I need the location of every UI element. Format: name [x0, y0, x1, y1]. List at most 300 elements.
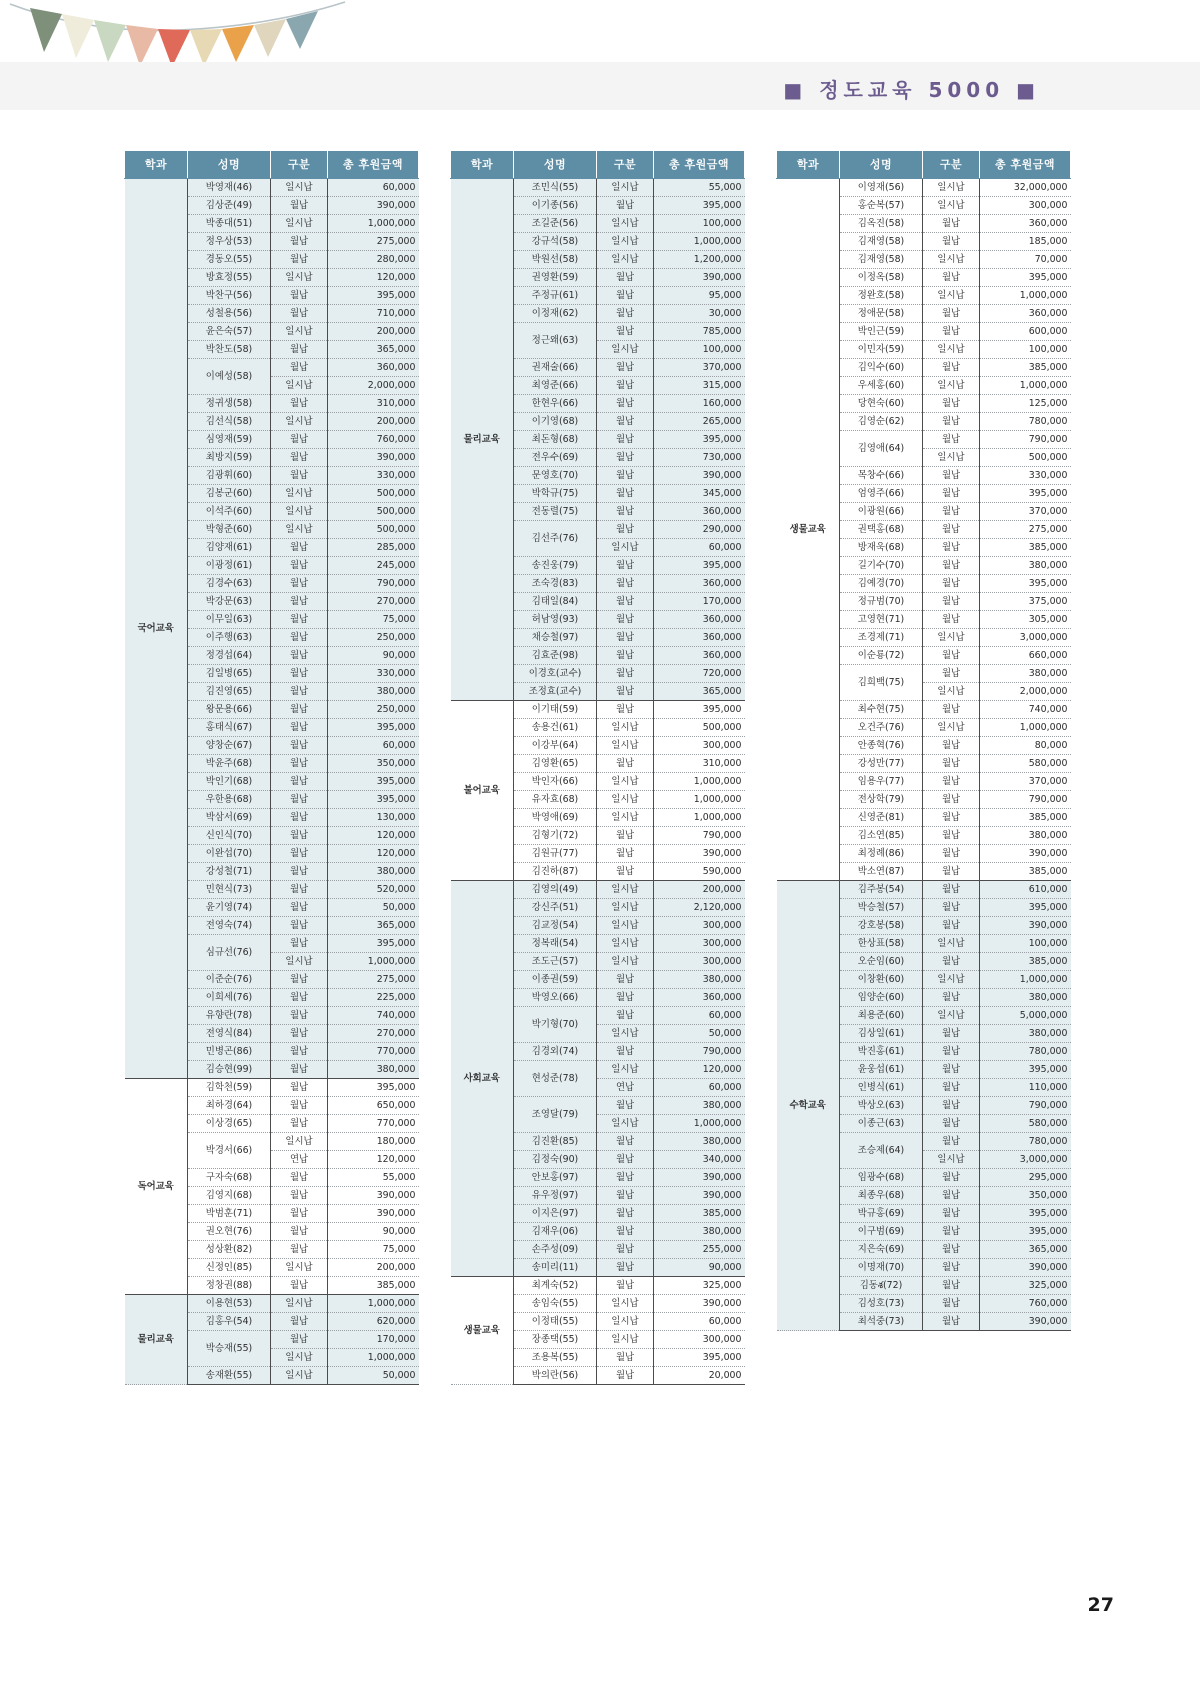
payment-type: 월납 [271, 1025, 328, 1043]
payment-type: 일시납 [923, 1151, 980, 1169]
donor-name: 김일병(65) [188, 665, 271, 683]
payment-type: 월납 [271, 629, 328, 647]
donor-name: 김광휘(60) [188, 467, 271, 485]
donation-amount: 790,000 [328, 575, 419, 593]
payment-type: 일시납 [597, 953, 654, 971]
donation-amount: 265,000 [654, 413, 745, 431]
payment-type: 월납 [923, 1313, 980, 1331]
payment-type: 일시납 [923, 251, 980, 269]
donor-name: 전영숙(74) [188, 917, 271, 935]
donor-name: 이예성(58) [188, 359, 271, 395]
donation-amount: 380,000 [654, 1097, 745, 1115]
payment-type: 일시납 [597, 1295, 654, 1313]
donor-name: 임양순(60) [840, 989, 923, 1007]
donation-amount: 305,000 [980, 611, 1071, 629]
donation-amount: 160,000 [654, 395, 745, 413]
donor-name: 강성철(71) [188, 863, 271, 881]
donor-name: 김태일(84) [514, 593, 597, 611]
donation-amount: 785,000 [654, 323, 745, 341]
donation-amount: 390,000 [328, 449, 419, 467]
table-header-row [125, 151, 419, 179]
donation-amount: 390,000 [328, 1187, 419, 1205]
donor-name: 박진홍(61) [840, 1043, 923, 1061]
payment-type: 일시납 [597, 251, 654, 269]
donation-amount: 3,000,000 [980, 629, 1071, 647]
payment-type: 월납 [923, 269, 980, 287]
payment-type: 일시납 [597, 899, 654, 917]
donation-amount: 50,000 [328, 899, 419, 917]
payment-type: 월납 [923, 1169, 980, 1187]
donation-amount: 390,000 [980, 917, 1071, 935]
donation-amount: 270,000 [328, 593, 419, 611]
payment-type: 월납 [271, 431, 328, 449]
payment-type: 일시납 [597, 1331, 654, 1349]
donor-name: 김성호(73) [840, 1295, 923, 1313]
donation-amount: 1,000,000 [328, 1295, 419, 1313]
donation-amount: 395,000 [328, 773, 419, 791]
donation-amount: 200,000 [328, 1259, 419, 1277]
donation-amount: 365,000 [980, 1241, 1071, 1259]
payment-type: 월납 [923, 215, 980, 233]
donor-name: 신영준(81) [840, 809, 923, 827]
payment-type: 월납 [923, 1025, 980, 1043]
payment-type: 월납 [271, 827, 328, 845]
payment-type: 월납 [271, 539, 328, 557]
donation-amount: 50,000 [654, 1025, 745, 1043]
payment-type: 일시납 [923, 449, 980, 467]
donor-name: 이준순(76) [188, 971, 271, 989]
donation-amount: 300,000 [654, 953, 745, 971]
donation-amount: 395,000 [654, 431, 745, 449]
payment-type: 월납 [923, 755, 980, 773]
column-header-name: 성명 [188, 151, 271, 179]
payment-type: 월납 [597, 323, 654, 341]
column-header-amount: 총 후원금액 [328, 151, 419, 179]
donation-amount: 60,000 [654, 1079, 745, 1097]
donation-amount: 390,000 [654, 1187, 745, 1205]
payment-type: 월납 [271, 1007, 328, 1025]
donor-name: 박영애(69) [514, 809, 597, 827]
payment-type: 월납 [271, 251, 328, 269]
donation-amount: 80,000 [980, 737, 1071, 755]
table-row [777, 179, 1071, 197]
payment-type: 월납 [271, 701, 328, 719]
donation-amount: 740,000 [980, 701, 1071, 719]
donor-name: 이기태(59) [514, 701, 597, 719]
donor-name: 송진웅(79) [514, 557, 597, 575]
payment-type: 월납 [923, 863, 980, 881]
payment-type: 월납 [597, 197, 654, 215]
donor-name: 정창권(88) [188, 1277, 271, 1295]
payment-type: 일시납 [271, 413, 328, 431]
donor-name: 김진하(87) [514, 863, 597, 881]
payment-type: 월납 [271, 719, 328, 737]
donation-amount: 360,000 [328, 359, 419, 377]
payment-type: 월납 [597, 485, 654, 503]
donor-name: 박원선(58) [514, 251, 597, 269]
donation-amount: 790,000 [980, 1097, 1071, 1115]
payment-type: 월납 [271, 647, 328, 665]
donation-amount: 5,000,000 [980, 1007, 1071, 1025]
donor-name: 조숙경(83) [514, 575, 597, 593]
table-row [451, 701, 745, 719]
donation-amount: 1,000,000 [980, 971, 1071, 989]
donation-amount: 315,000 [654, 377, 745, 395]
donor-name: 윤기영(74) [188, 899, 271, 917]
donor-name: 이주행(63) [188, 629, 271, 647]
payment-type: 월납 [923, 737, 980, 755]
donor-name: 박경서(66) [188, 1133, 271, 1169]
donation-amount: 1,000,000 [654, 233, 745, 251]
donation-amount: 300,000 [654, 737, 745, 755]
payment-type: 일시납 [271, 179, 328, 197]
donor-name: 현성준(78) [514, 1061, 597, 1097]
donor-table [450, 150, 745, 1385]
donation-amount: 520,000 [328, 881, 419, 899]
donation-amount: 790,000 [654, 1043, 745, 1061]
payment-type: 월납 [597, 305, 654, 323]
donation-amount: 270,000 [328, 1025, 419, 1043]
table-header-row [451, 151, 745, 179]
table-columns-container [0, 150, 1200, 1385]
donation-amount: 380,000 [980, 665, 1071, 683]
payment-type: 일시납 [597, 791, 654, 809]
payment-type: 월납 [597, 647, 654, 665]
payment-type: 월납 [271, 863, 328, 881]
payment-type: 월납 [923, 539, 980, 557]
donation-amount: 395,000 [328, 287, 419, 305]
payment-type: 월납 [923, 827, 980, 845]
donor-name: 김상준(49) [188, 197, 271, 215]
payment-type: 월납 [271, 395, 328, 413]
donor-name: 김원규(77) [514, 845, 597, 863]
payment-type: 월납 [597, 395, 654, 413]
payment-type: 월납 [597, 449, 654, 467]
payment-type: 일시납 [923, 1007, 980, 1025]
donor-name: 김소연(85) [840, 827, 923, 845]
donor-name: 박상오(63) [840, 1097, 923, 1115]
donation-amount: 200,000 [654, 881, 745, 899]
donation-amount: 780,000 [980, 1043, 1071, 1061]
table-row [777, 881, 1071, 899]
donation-amount: 185,000 [980, 233, 1071, 251]
donor-name: 김영지(68) [188, 1187, 271, 1205]
donor-name: 이용현(53) [188, 1295, 271, 1313]
payment-type: 월납 [597, 359, 654, 377]
payment-type: 월납 [597, 413, 654, 431]
donor-name: 김영환(65) [514, 755, 597, 773]
donor-name: 이석주(60) [188, 503, 271, 521]
payment-type: 월납 [923, 989, 980, 1007]
donor-name: 조승제(64) [840, 1133, 923, 1169]
donation-amount: 395,000 [980, 269, 1071, 287]
donor-name: 심영재(59) [188, 431, 271, 449]
page-number: 27 [1087, 1594, 1114, 1616]
donation-amount: 395,000 [980, 1205, 1071, 1223]
payment-type: 월납 [271, 1331, 328, 1349]
donation-amount: 345,000 [654, 485, 745, 503]
payment-type: 월납 [597, 1205, 654, 1223]
donor-name: 박영오(66) [514, 989, 597, 1007]
donation-amount: 385,000 [980, 809, 1071, 827]
donor-name: 우한용(68) [188, 791, 271, 809]
payment-type: 월납 [597, 1259, 654, 1277]
donation-amount: 120,000 [328, 827, 419, 845]
donation-amount: 500,000 [328, 485, 419, 503]
payment-type: 월납 [597, 1007, 654, 1025]
donor-name: 전우수(69) [514, 449, 597, 467]
donation-amount: 385,000 [980, 539, 1071, 557]
donor-name: 권오현(76) [188, 1223, 271, 1241]
payment-type: 월납 [923, 413, 980, 431]
payment-type: 월납 [923, 1079, 980, 1097]
donor-name: 이강부(64) [514, 737, 597, 755]
payment-type: 월납 [597, 1133, 654, 1151]
donor-name: 박인자(66) [514, 773, 597, 791]
payment-type: 월납 [271, 467, 328, 485]
donation-amount: 200,000 [328, 413, 419, 431]
payment-type: 월납 [923, 467, 980, 485]
payment-type: 월납 [271, 1097, 328, 1115]
donation-amount: 60,000 [328, 737, 419, 755]
column-header-type: 구분 [923, 151, 980, 179]
donation-amount: 360,000 [980, 305, 1071, 323]
donation-amount: 55,000 [654, 179, 745, 197]
donor-name: 송임숙(55) [514, 1295, 597, 1313]
payment-type: 월납 [597, 1169, 654, 1187]
donor-name: 구자숙(68) [188, 1169, 271, 1187]
donor-name: 강성만(77) [840, 755, 923, 773]
donation-amount: 95,000 [654, 287, 745, 305]
payment-type: 월납 [597, 827, 654, 845]
donation-amount: 3,000,000 [980, 1151, 1071, 1169]
payment-type: 월납 [271, 1079, 328, 1097]
donation-amount: 385,000 [980, 863, 1071, 881]
payment-type: 월납 [597, 269, 654, 287]
payment-type: 월납 [271, 197, 328, 215]
donation-amount: 395,000 [980, 899, 1071, 917]
donation-amount: 285,000 [328, 539, 419, 557]
donation-amount: 760,000 [980, 1295, 1071, 1313]
donation-amount: 110,000 [980, 1079, 1071, 1097]
donor-name: 경동오(55) [188, 251, 271, 269]
donation-amount: 225,000 [328, 989, 419, 1007]
payment-type: 월납 [271, 1313, 328, 1331]
donation-amount: 130,000 [328, 809, 419, 827]
payment-type: 일시납 [597, 773, 654, 791]
donor-name: 이영재(56) [840, 179, 923, 197]
payment-type: 월납 [271, 593, 328, 611]
donation-amount: 740,000 [328, 1007, 419, 1025]
payment-type: 일시납 [271, 1367, 328, 1385]
donation-amount: 325,000 [654, 1277, 745, 1295]
payment-type: 월납 [923, 1205, 980, 1223]
donor-name: 이광원(66) [840, 503, 923, 521]
payment-type: 월납 [271, 935, 328, 953]
donor-table [124, 150, 419, 1385]
donation-amount: 1,000,000 [654, 809, 745, 827]
payment-type: 일시납 [271, 269, 328, 287]
payment-type: 월납 [271, 557, 328, 575]
donation-amount: 370,000 [654, 359, 745, 377]
donor-name: 이기종(56) [514, 197, 597, 215]
payment-type: 월납 [271, 1061, 328, 1079]
donation-amount: 30,000 [654, 305, 745, 323]
payment-type: 월납 [923, 665, 980, 683]
donation-amount: 1,000,000 [654, 791, 745, 809]
payment-type: 월납 [923, 395, 980, 413]
donor-name: 주정규(61) [514, 287, 597, 305]
payment-type: 일시납 [271, 503, 328, 521]
donation-amount: 395,000 [654, 701, 745, 719]
donor-name: 전영식(84) [188, 1025, 271, 1043]
payment-type: 월납 [597, 1187, 654, 1205]
donation-amount: 720,000 [654, 665, 745, 683]
payment-type: 월납 [923, 503, 980, 521]
payment-type: 일시납 [271, 485, 328, 503]
donation-amount: 395,000 [654, 557, 745, 575]
donor-name: 김홍우(54) [188, 1313, 271, 1331]
payment-type: 일시납 [271, 1259, 328, 1277]
payment-type: 월납 [597, 629, 654, 647]
department-label: 생물교육 [777, 179, 840, 881]
donor-name: 박강문(63) [188, 593, 271, 611]
payment-type: 일시납 [923, 341, 980, 359]
donation-amount: 1,000,000 [980, 287, 1071, 305]
donor-name: 신정인(85) [188, 1259, 271, 1277]
payment-type: 월납 [923, 1277, 980, 1295]
payment-type: 월납 [923, 521, 980, 539]
donation-amount: 380,000 [328, 1061, 419, 1079]
donor-name: 박범훈(71) [188, 1205, 271, 1223]
payment-type: 월납 [923, 1223, 980, 1241]
donor-name: 정규범(70) [840, 593, 923, 611]
donor-name: 이상경(65) [188, 1115, 271, 1133]
payment-type: 월납 [271, 665, 328, 683]
payment-type: 일시납 [597, 1061, 654, 1079]
donor-name: 이지은(97) [514, 1205, 597, 1223]
donor-name: 정우상(53) [188, 233, 271, 251]
payment-type: 월납 [597, 863, 654, 881]
donor-name: 임용우(77) [840, 773, 923, 791]
donor-table [776, 150, 1071, 1331]
payment-type: 월납 [271, 917, 328, 935]
payment-type: 월납 [923, 953, 980, 971]
payment-type: 일시납 [271, 377, 328, 395]
payment-type: 월납 [923, 611, 980, 629]
donation-amount: 385,000 [654, 1205, 745, 1223]
payment-type: 월납 [923, 233, 980, 251]
donor-name: 김상일(61) [840, 1025, 923, 1043]
payment-type: 월납 [271, 305, 328, 323]
donor-name: 송재환(55) [188, 1367, 271, 1385]
donor-name: 조정효(교수) [514, 683, 597, 701]
donor-name: 정귀생(58) [188, 395, 271, 413]
donor-name: 이종권(59) [514, 971, 597, 989]
department-label: 생물교육 [451, 1277, 514, 1385]
donor-name: 김경외(74) [514, 1043, 597, 1061]
donor-name: 정완호(58) [840, 287, 923, 305]
donor-name: 박윤주(68) [188, 755, 271, 773]
donor-name: 강호봉(58) [840, 917, 923, 935]
payment-type: 월납 [597, 377, 654, 395]
payment-type: 일시납 [923, 197, 980, 215]
payment-type: 월납 [597, 431, 654, 449]
donor-name: 조민식(55) [514, 179, 597, 197]
donor-name: 정경섭(64) [188, 647, 271, 665]
donation-amount: 380,000 [980, 1025, 1071, 1043]
donation-amount: 170,000 [654, 593, 745, 611]
donor-name: 최영준(66) [514, 377, 597, 395]
donation-amount: 300,000 [654, 1331, 745, 1349]
payment-type: 월납 [271, 575, 328, 593]
donation-amount: 395,000 [328, 1079, 419, 1097]
donation-amount: 1,000,000 [328, 953, 419, 971]
donor-name: 이종근(63) [840, 1115, 923, 1133]
donation-amount: 385,000 [980, 953, 1071, 971]
donor-name: 전상학(79) [840, 791, 923, 809]
donation-amount: 500,000 [654, 719, 745, 737]
donation-amount: 370,000 [980, 503, 1071, 521]
payment-type: 월납 [923, 809, 980, 827]
payment-type: 월납 [597, 1349, 654, 1367]
donor-name: 김진환(85) [514, 1133, 597, 1151]
donor-name: 최수현(75) [840, 701, 923, 719]
donation-amount: 790,000 [980, 791, 1071, 809]
donation-amount: 365,000 [654, 683, 745, 701]
donation-amount: 360,000 [654, 629, 745, 647]
donation-amount: 395,000 [980, 485, 1071, 503]
payment-type: 월납 [923, 1115, 980, 1133]
donor-name: 조도근(57) [514, 953, 597, 971]
payment-type: 일시납 [923, 377, 980, 395]
donor-name: 김동శ(72) [840, 1277, 923, 1295]
payment-type: 월납 [923, 1133, 980, 1151]
payment-type: 월납 [923, 917, 980, 935]
donation-amount: 380,000 [980, 557, 1071, 575]
payment-type: 일시납 [923, 971, 980, 989]
donation-amount: 395,000 [654, 197, 745, 215]
donation-amount: 390,000 [980, 1313, 1071, 1331]
donor-table-column-1 [124, 150, 424, 1385]
payment-type: 월납 [597, 593, 654, 611]
donation-amount: 390,000 [654, 1169, 745, 1187]
donor-name: 정복래(54) [514, 935, 597, 953]
donor-name: 인병식(61) [840, 1079, 923, 1097]
donor-name: 김정숙(90) [514, 1151, 597, 1169]
payment-type: 일시납 [597, 539, 654, 557]
donation-amount: 2,000,000 [980, 683, 1071, 701]
payment-type: 월납 [271, 845, 328, 863]
donation-amount: 600,000 [980, 323, 1071, 341]
payment-type: 일시납 [271, 521, 328, 539]
donor-name: 박종대(51) [188, 215, 271, 233]
department-label: 사회교육 [451, 881, 514, 1277]
payment-type: 월납 [271, 341, 328, 359]
payment-type: 월납 [271, 1043, 328, 1061]
donor-name: 엄영주(66) [840, 485, 923, 503]
payment-type: 일시납 [597, 881, 654, 899]
donor-name: 임광수(68) [840, 1169, 923, 1187]
donation-amount: 790,000 [654, 827, 745, 845]
donation-amount: 20,000 [654, 1367, 745, 1385]
donation-amount: 1,000,000 [654, 1115, 745, 1133]
donor-name: 홍순복(57) [840, 197, 923, 215]
payment-type: 월납 [271, 881, 328, 899]
donation-amount: 380,000 [654, 1223, 745, 1241]
donation-amount: 100,000 [654, 341, 745, 359]
donation-amount: 660,000 [980, 647, 1071, 665]
